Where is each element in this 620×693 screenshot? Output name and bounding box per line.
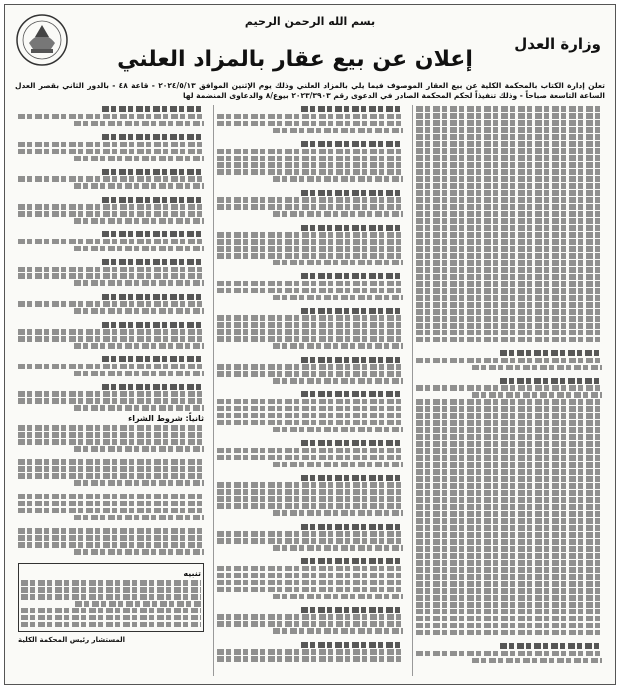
text-line — [500, 350, 602, 356]
text-line — [75, 601, 201, 607]
text-line — [18, 432, 204, 438]
text-line — [416, 546, 602, 552]
text-line — [217, 482, 403, 488]
text-line — [416, 469, 602, 475]
text-line — [217, 204, 403, 210]
text-line — [217, 496, 403, 502]
text-line — [416, 134, 602, 140]
text-line — [472, 658, 602, 664]
text-line — [416, 539, 602, 545]
text-line — [416, 337, 602, 343]
kuwait-emblem-icon — [15, 13, 69, 67]
text-line — [416, 462, 602, 468]
column-middle — [213, 105, 406, 676]
text-line — [416, 190, 602, 196]
text-line — [416, 385, 602, 391]
column-right — [412, 105, 605, 676]
spacer — [217, 601, 403, 606]
text-line — [416, 434, 602, 440]
text-line — [102, 231, 204, 237]
text-line — [416, 560, 602, 566]
text-line — [416, 260, 602, 266]
spacer — [217, 552, 403, 557]
text-line — [416, 567, 602, 573]
text-line — [416, 211, 602, 217]
text-line — [217, 315, 403, 321]
spacer — [18, 487, 204, 492]
text-line — [18, 301, 204, 307]
text-line — [416, 413, 602, 419]
text-line — [18, 391, 204, 397]
text-line — [416, 148, 602, 154]
text-line — [301, 357, 403, 363]
text-line — [416, 176, 602, 182]
spacer — [18, 190, 204, 195]
text-line — [217, 489, 403, 495]
text-line — [102, 197, 204, 203]
spacer — [416, 344, 602, 349]
text-line — [74, 446, 204, 452]
spacer — [416, 637, 602, 642]
text-line — [416, 427, 602, 433]
text-line — [18, 425, 204, 431]
text-line — [102, 134, 204, 140]
text-line — [18, 439, 204, 445]
text-line — [18, 542, 204, 548]
text-line — [18, 176, 204, 182]
text-line — [217, 531, 403, 537]
text-line — [217, 253, 403, 259]
text-line — [416, 518, 602, 524]
text-line — [416, 120, 602, 126]
text-line — [21, 580, 201, 586]
text-line — [301, 524, 403, 530]
text-line — [416, 574, 602, 580]
text-line — [217, 232, 403, 238]
text-line — [416, 358, 602, 364]
text-line — [217, 448, 403, 454]
text-line — [217, 580, 403, 586]
spacer — [18, 128, 204, 133]
text-line — [74, 121, 204, 127]
text-line — [74, 405, 204, 411]
spacer — [217, 517, 403, 522]
text-line — [301, 642, 403, 648]
text-line — [416, 448, 602, 454]
text-line — [500, 378, 602, 384]
text-line — [301, 558, 403, 564]
spacer — [18, 378, 204, 383]
text-line — [74, 156, 204, 162]
text-line — [102, 384, 204, 390]
column-left — [15, 105, 207, 676]
text-line — [18, 142, 204, 148]
text-line — [217, 573, 403, 579]
spacer — [18, 522, 204, 527]
text-line — [18, 528, 204, 534]
text-line — [416, 127, 602, 133]
text-line — [416, 281, 602, 287]
text-line — [217, 322, 403, 328]
basmala: بسم الله الرحمن الرحيم — [244, 15, 376, 28]
text-line — [416, 623, 602, 629]
text-line — [74, 246, 204, 252]
text-line — [472, 365, 602, 371]
text-line — [217, 197, 403, 203]
text-line — [273, 378, 403, 384]
text-line — [416, 197, 602, 203]
text-line — [18, 501, 204, 507]
spacer — [18, 315, 204, 320]
signature: المستشار رئيس المحكمة الكلية — [18, 635, 126, 644]
text-line — [416, 420, 602, 426]
text-line — [416, 295, 602, 301]
spacer — [416, 372, 602, 377]
text-line — [416, 497, 602, 503]
text-line — [416, 609, 602, 615]
text-line — [18, 273, 204, 279]
text-line — [217, 503, 403, 509]
text-line — [217, 649, 403, 655]
text-line — [18, 149, 204, 155]
text-line — [301, 440, 403, 446]
text-line — [416, 532, 602, 538]
text-line — [217, 246, 403, 252]
text-line — [273, 462, 403, 468]
text-line — [273, 343, 403, 349]
text-line — [416, 267, 602, 273]
text-line — [416, 232, 602, 238]
text-line — [217, 336, 403, 342]
text-line — [217, 538, 403, 544]
text-line — [217, 162, 403, 168]
text-line — [217, 364, 403, 370]
text-line — [18, 204, 204, 210]
text-line — [217, 239, 403, 245]
text-line — [74, 549, 204, 555]
text-line — [217, 455, 403, 461]
text-line — [273, 628, 403, 634]
text-line — [301, 391, 403, 397]
text-line — [416, 155, 602, 161]
text-line — [102, 322, 204, 328]
text-line — [416, 581, 602, 587]
text-line — [18, 535, 204, 541]
intro-paragraph: تعلن إدارة الكتاب بالمحكمة الكلية عن بيع العقار الموصوف فيما يلي بالمزاد العلني وذلك يوم الإثنين الموافق ٢٠٢٤/٥/١٣ - قاعة ٤٨ - بالدور الثاني بقصر العدل الساعة التاسعة صباحاً - وذلك تنفيذاً لحكم المحكمة الصادر في الدعوى رقم ٢٠٢٣/٣٩٠٣ بيوع/٨ والدعاوى المنضمة لها — [15, 81, 605, 101]
text-line — [217, 406, 403, 412]
text-line — [273, 260, 403, 266]
spacer — [217, 267, 403, 272]
spacer — [217, 635, 403, 640]
text-line — [217, 288, 403, 294]
text-line — [301, 273, 403, 279]
text-line — [416, 588, 602, 594]
text-line — [217, 614, 403, 620]
text-line — [416, 476, 602, 482]
ministry-name: وزارة العدل — [514, 35, 601, 53]
text-line — [416, 651, 602, 657]
text-line — [74, 343, 204, 349]
text-line — [217, 621, 403, 627]
text-line — [217, 566, 403, 572]
page-title: إعلان عن بيع عقار بالمزاد العلني — [117, 47, 473, 72]
spacer — [217, 434, 403, 439]
text-line — [217, 371, 403, 377]
spacer — [217, 183, 403, 188]
text-line — [273, 427, 403, 433]
spacer — [18, 225, 204, 230]
text-line — [416, 302, 602, 308]
text-line — [18, 459, 204, 465]
text-line — [416, 455, 602, 461]
text-line — [74, 183, 204, 189]
text-line — [416, 490, 602, 496]
text-line — [74, 515, 204, 521]
text-line — [18, 267, 204, 273]
announcement-page — [4, 4, 616, 685]
text-line — [102, 169, 204, 175]
text-line — [416, 204, 602, 210]
text-line — [217, 413, 403, 419]
text-line — [217, 281, 403, 287]
text-line — [500, 643, 602, 649]
text-line — [21, 622, 201, 628]
text-line — [301, 607, 403, 613]
text-line — [102, 259, 204, 265]
spacer — [217, 302, 403, 307]
text-line — [273, 295, 403, 301]
text-line — [102, 106, 204, 112]
text-line — [74, 280, 204, 286]
text-line — [74, 218, 204, 224]
text-line — [416, 406, 602, 412]
text-line — [74, 371, 204, 377]
spacer — [18, 287, 204, 292]
text-line — [18, 494, 204, 500]
text-line — [301, 308, 403, 314]
text-line — [416, 106, 602, 112]
text-line — [18, 329, 204, 335]
text-line — [74, 480, 204, 486]
text-line — [416, 616, 602, 622]
text-line — [18, 508, 204, 514]
notes-box — [18, 563, 204, 632]
text-line — [217, 656, 403, 662]
text-line — [416, 169, 602, 175]
spacer — [18, 350, 204, 355]
text-line — [472, 392, 602, 398]
spacer — [217, 218, 403, 223]
text-line — [18, 398, 204, 404]
spacer — [217, 468, 403, 473]
text-line — [217, 587, 403, 593]
text-line — [416, 162, 602, 168]
text-line — [301, 106, 403, 112]
text-line — [416, 246, 602, 252]
text-line — [217, 399, 403, 405]
spacer — [217, 385, 403, 390]
text-line — [273, 510, 403, 516]
text-line — [21, 587, 201, 593]
text-line — [217, 329, 403, 335]
text-line — [416, 511, 602, 517]
text-line — [21, 608, 201, 614]
text-line — [416, 141, 602, 147]
text-line — [18, 336, 204, 342]
spacer — [217, 135, 403, 140]
text-line — [416, 595, 602, 601]
text-line — [102, 294, 204, 300]
text-line — [273, 211, 403, 217]
text-line — [217, 156, 403, 162]
text-line — [21, 615, 201, 621]
conditions-heading: ثانياً: شروط الشراء — [128, 414, 204, 424]
text-line — [18, 239, 204, 245]
text-line — [217, 121, 403, 127]
text-line — [416, 316, 602, 322]
text-line — [301, 225, 403, 231]
text-line — [273, 176, 403, 182]
text-line — [18, 466, 204, 472]
text-line — [18, 364, 204, 370]
text-line — [18, 211, 204, 217]
text-line — [301, 141, 403, 147]
text-line — [74, 308, 204, 314]
text-line — [416, 399, 602, 405]
text-line — [18, 114, 204, 120]
text-line — [301, 190, 403, 196]
text-line — [416, 330, 602, 336]
body-columns — [15, 105, 605, 676]
text-line — [273, 545, 403, 551]
text-line — [273, 128, 403, 134]
text-line — [217, 420, 403, 426]
text-line — [416, 253, 602, 259]
text-line — [416, 183, 602, 189]
text-line — [416, 323, 602, 329]
text-line — [18, 473, 204, 479]
text-line — [416, 225, 602, 231]
text-line — [21, 594, 201, 600]
spacer — [18, 162, 204, 167]
text-line — [416, 602, 602, 608]
text-line — [416, 113, 602, 119]
text-line — [416, 274, 602, 280]
spacer — [18, 556, 204, 561]
spacer — [18, 453, 204, 458]
text-line — [102, 356, 204, 362]
text-line — [217, 149, 403, 155]
text-line — [416, 525, 602, 531]
text-line — [217, 169, 403, 175]
text-line — [416, 483, 602, 489]
text-line — [416, 553, 602, 559]
text-line — [416, 309, 602, 315]
text-line — [301, 475, 403, 481]
text-line — [416, 288, 602, 294]
text-line — [416, 441, 602, 447]
text-line — [416, 239, 602, 245]
notes-heading: تنبيه — [183, 568, 201, 578]
text-line — [416, 630, 602, 636]
text-line — [217, 114, 403, 120]
text-line — [416, 218, 602, 224]
text-line — [273, 594, 403, 600]
text-line — [416, 504, 602, 510]
spacer — [217, 350, 403, 355]
spacer — [18, 253, 204, 258]
